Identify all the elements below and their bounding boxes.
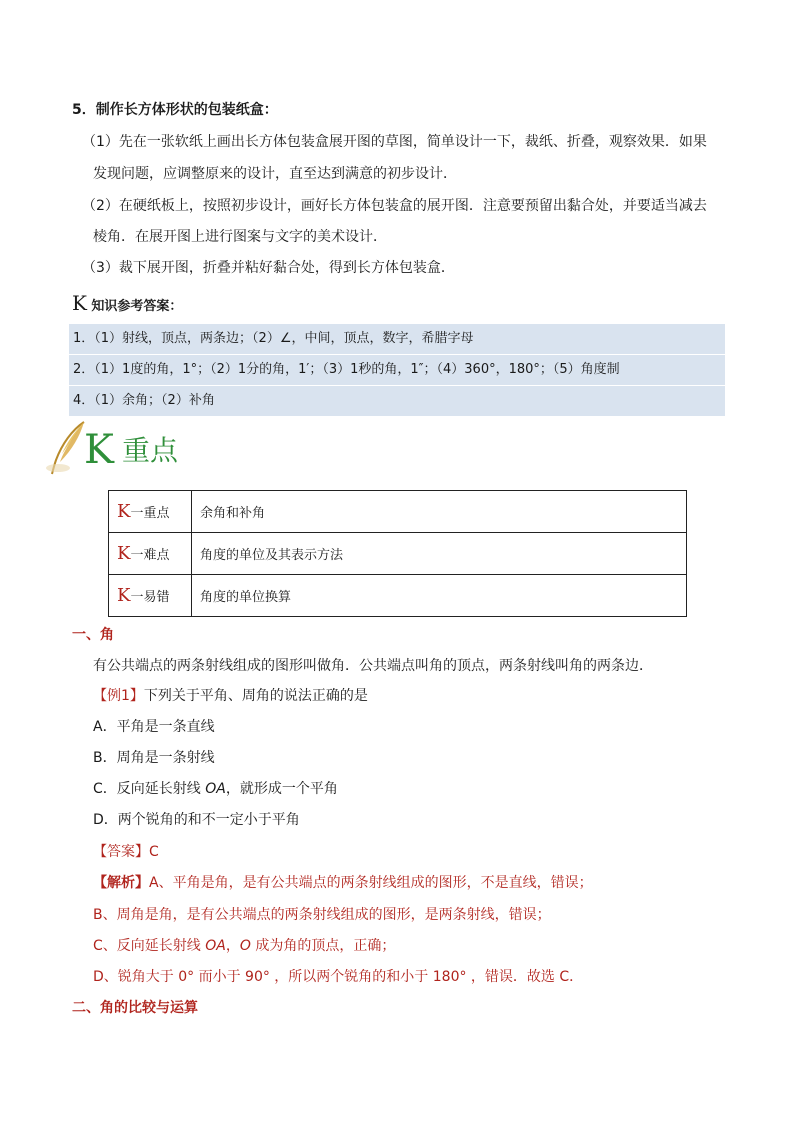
table-row xyxy=(109,575,687,617)
answer-tag: 【答案】 xyxy=(93,844,149,860)
k-logo: K xyxy=(117,501,131,522)
row-label: K一重点 xyxy=(109,491,192,533)
analysis-c: C、反向延长射线 OA，O 成为角的顶点，正确； xyxy=(93,938,396,954)
row-value: 角度的单位换算 xyxy=(192,575,687,617)
answer-line xyxy=(93,842,159,862)
answers-box xyxy=(69,324,725,416)
section5-item3: （3）裁下展开图，折叠并粘好黏合处，得到长方体包装盒． xyxy=(82,260,455,276)
angle-definition: 有公共端点的两条射线组成的图形叫做角．公共端点叫角的顶点，两条射线叫角的两条边． xyxy=(93,658,653,674)
row-label: K一难点 xyxy=(109,533,192,575)
key-points-title: 重点 xyxy=(122,434,179,467)
option-c: C．反向延长射线 OA，就形成一个平角 xyxy=(93,781,338,797)
answer-row-1: 1．（1）射线，顶点，两条边；（2）∠，中间，顶点，数字，希腊字母 xyxy=(73,331,474,346)
key-points-header xyxy=(44,420,194,476)
row-value: 余角和补角 xyxy=(192,491,687,533)
table-row xyxy=(109,533,687,575)
k-logo: K xyxy=(117,585,131,606)
example-question: 【例1】下列关于平角、周角的说法正确的是 xyxy=(93,688,368,704)
answer-value: C xyxy=(149,844,159,860)
k-logo-large: K xyxy=(84,427,114,473)
k-logo: K xyxy=(117,543,131,564)
option-a: A．平角是一条直线 xyxy=(93,719,215,735)
answer-row-2: 2．（1）1度的角，1°；（2）1分的角，1′；（3）1秒的角，1″；（4）360°，180°；（5）角度制 xyxy=(73,362,620,377)
section5-item2-line1: （2）在硬纸板上，按照初步设计，画好长方体包装盒的展开图．注意要预留出黏合处，并要适当减去 xyxy=(82,198,707,214)
analysis-d: D、锐角大于 0° 而小于 90° ，所以两个锐角的和小于 180° ，错误．故选 C． xyxy=(93,969,584,985)
section5-item1-line1: （1）先在一张软纸上画出长方体包装盒展开图的草图，简单设计一下，裁纸、折叠，观察效果．如果 xyxy=(82,134,707,150)
option-b: B．周角是一条射线 xyxy=(93,750,215,766)
k-logo-small: K xyxy=(72,291,87,315)
analysis-a: 【解析】A、平角是角，是有公共端点的两条射线组成的图形，不是直线，错误； xyxy=(93,875,593,891)
table-row xyxy=(109,491,687,533)
answers-title: 知识参考答案： xyxy=(91,299,183,314)
row-value: 角度的单位及其表示方法 xyxy=(192,533,687,575)
option-d: D．两个锐角的和不一定小于平角 xyxy=(93,812,300,828)
row-label: K一易错 xyxy=(109,575,192,617)
section2-heading: 二、角的比较与运算 xyxy=(72,1000,198,1016)
key-points-table xyxy=(108,490,687,617)
answer-row-3: 4．（1）余角；（2）补角 xyxy=(73,393,215,408)
answers-header xyxy=(72,292,182,317)
section1-heading: 一、角 xyxy=(72,627,114,643)
section5-heading: 5．制作长方体形状的包装纸盒： xyxy=(72,102,278,118)
section5-item2-line2: 棱角．在展开图上进行图案与文字的美术设计． xyxy=(93,229,387,245)
section5-item1-line2: 发现问题，应调整原来的设计，直至达到满意的初步设计． xyxy=(93,166,457,182)
analysis-tag: 【解析】 xyxy=(93,875,149,891)
analysis-b: B、周角是角，是有公共端点的两条射线组成的图形，是两条射线，错误； xyxy=(93,907,551,923)
example-tag: 【例1】 xyxy=(93,688,144,704)
